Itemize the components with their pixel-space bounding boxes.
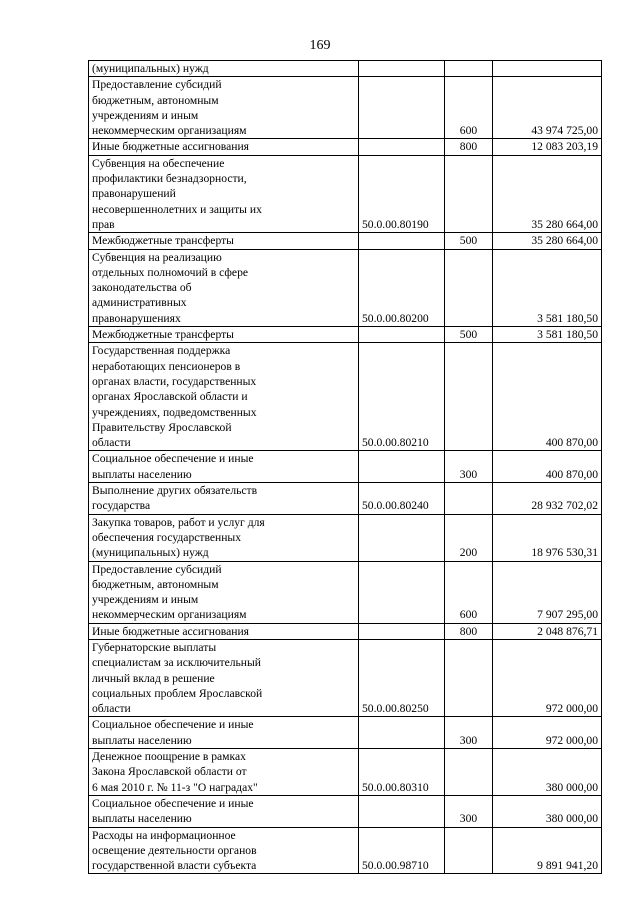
row-amount-cell: 400 870,00	[493, 343, 602, 451]
row-target-code-cell	[359, 514, 445, 561]
table-row	[89, 717, 602, 749]
row-name-cell: Предоставление субсидий бюджетным, автономным учреждениям и иным некоммерческим организациям	[89, 77, 359, 139]
row-name-cell: Расходы на информационное освещение деятельности органов государственной власти субъекта	[89, 827, 359, 874]
table-row	[89, 233, 602, 249]
row-amount-cell: 28 932 702,02	[493, 483, 602, 515]
row-amount-cell: 35 280 664,00	[493, 233, 602, 249]
table-row	[89, 343, 602, 451]
row-amount-cell: 9 891 941,20	[493, 827, 602, 874]
budget-table	[88, 60, 602, 874]
row-expense-type-cell: 600	[445, 561, 493, 623]
row-name-cell: Иные бюджетные ассигнования	[89, 623, 359, 639]
row-target-code-cell: 50.0.00.80240	[359, 483, 445, 515]
row-amount-cell	[493, 61, 602, 77]
row-name-cell: Губернаторские выплаты специалистам за исключительный личный вклад в решение социальных проблем Ярославской области	[89, 639, 359, 716]
row-target-code-cell: 50.0.00.80200	[359, 249, 445, 326]
row-target-code-cell	[359, 61, 445, 77]
table-row	[89, 514, 602, 561]
row-expense-type-cell	[445, 749, 493, 796]
table-row	[89, 795, 602, 827]
table-row	[89, 451, 602, 483]
row-name-cell: Социальное обеспечение и иные выплаты населению	[89, 795, 359, 827]
row-expense-type-cell: 600	[445, 77, 493, 139]
table-row	[89, 77, 602, 139]
table-row	[89, 139, 602, 155]
row-name-cell: Социальное обеспечение и иные выплаты населению	[89, 451, 359, 483]
table-row	[89, 61, 602, 77]
row-target-code-cell: 50.0.00.80310	[359, 749, 445, 796]
row-amount-cell: 18 976 530,31	[493, 514, 602, 561]
row-target-code-cell	[359, 139, 445, 155]
row-name-cell: Субвенция на реализацию отдельных полномочий в сфере законодательства об административных правонарушениях	[89, 249, 359, 326]
row-amount-cell: 972 000,00	[493, 717, 602, 749]
row-name-cell: Межбюджетные трансферты	[89, 233, 359, 249]
row-amount-cell: 380 000,00	[493, 749, 602, 796]
row-target-code-cell: 50.0.00.98710	[359, 827, 445, 874]
row-target-code-cell	[359, 717, 445, 749]
row-amount-cell: 3 581 180,50	[493, 249, 602, 326]
row-expense-type-cell: 300	[445, 795, 493, 827]
row-target-code-cell: 50.0.00.80190	[359, 155, 445, 232]
row-expense-type-cell: 300	[445, 451, 493, 483]
row-expense-type-cell: 500	[445, 327, 493, 343]
row-target-code-cell	[359, 795, 445, 827]
row-amount-cell: 972 000,00	[493, 639, 602, 716]
row-name-cell: Государственная поддержка неработающих пенсионеров в органах власти, государственных органах Ярославской области и учреждениях, подведомственных Правительству Ярославской области	[89, 343, 359, 451]
row-amount-cell: 43 974 725,00	[493, 77, 602, 139]
row-expense-type-cell	[445, 483, 493, 515]
row-name-cell: Денежное поощрение в рамках Закона Ярославской области от 6 мая 2010 г. № 11-з "О наградах"	[89, 749, 359, 796]
row-amount-cell: 3 581 180,50	[493, 327, 602, 343]
row-target-code-cell	[359, 623, 445, 639]
row-target-code-cell	[359, 561, 445, 623]
table-row	[89, 561, 602, 623]
row-expense-type-cell: 200	[445, 514, 493, 561]
table-row	[89, 639, 602, 716]
row-target-code-cell	[359, 77, 445, 139]
row-target-code-cell	[359, 451, 445, 483]
row-amount-cell: 35 280 664,00	[493, 155, 602, 232]
row-name-cell: Социальное обеспечение и иные выплаты населению	[89, 717, 359, 749]
row-expense-type-cell	[445, 343, 493, 451]
row-name-cell: Закупка товаров, работ и услуг для обеспечения государственных (муниципальных) нужд	[89, 514, 359, 561]
row-target-code-cell	[359, 327, 445, 343]
row-amount-cell: 400 870,00	[493, 451, 602, 483]
page-number: 169	[309, 38, 331, 53]
row-name-cell: Иные бюджетные ассигнования	[89, 139, 359, 155]
row-expense-type-cell	[445, 249, 493, 326]
row-amount-cell: 7 907 295,00	[493, 561, 602, 623]
budget-table-body	[89, 61, 602, 874]
row-expense-type-cell	[445, 155, 493, 232]
row-expense-type-cell: 300	[445, 717, 493, 749]
row-name-cell: (муниципальных) нужд	[89, 61, 359, 77]
row-expense-type-cell	[445, 639, 493, 716]
row-expense-type-cell: 500	[445, 233, 493, 249]
table-row	[89, 749, 602, 796]
row-target-code-cell: 50.0.00.80210	[359, 343, 445, 451]
table-row	[89, 483, 602, 515]
row-expense-type-cell	[445, 61, 493, 77]
table-row	[89, 155, 602, 232]
row-name-cell: Выполнение других обязательств государства	[89, 483, 359, 515]
row-name-cell: Предоставление субсидий бюджетным, автономным учреждениям и иным некоммерческим организациям	[89, 561, 359, 623]
table-row	[89, 327, 602, 343]
row-amount-cell: 2 048 876,71	[493, 623, 602, 639]
row-target-code-cell	[359, 233, 445, 249]
row-amount-cell: 12 083 203,19	[493, 139, 602, 155]
table-row	[89, 249, 602, 326]
row-target-code-cell: 50.0.00.80250	[359, 639, 445, 716]
row-name-cell: Межбюджетные трансферты	[89, 327, 359, 343]
row-expense-type-cell	[445, 827, 493, 874]
row-expense-type-cell: 800	[445, 623, 493, 639]
row-name-cell: Субвенция на обеспечение профилактики безнадзорности, правонарушений несовершеннолетних и защиты их прав	[89, 155, 359, 232]
row-expense-type-cell: 800	[445, 139, 493, 155]
row-amount-cell: 380 000,00	[493, 795, 602, 827]
table-row	[89, 623, 602, 639]
table-row	[89, 827, 602, 874]
